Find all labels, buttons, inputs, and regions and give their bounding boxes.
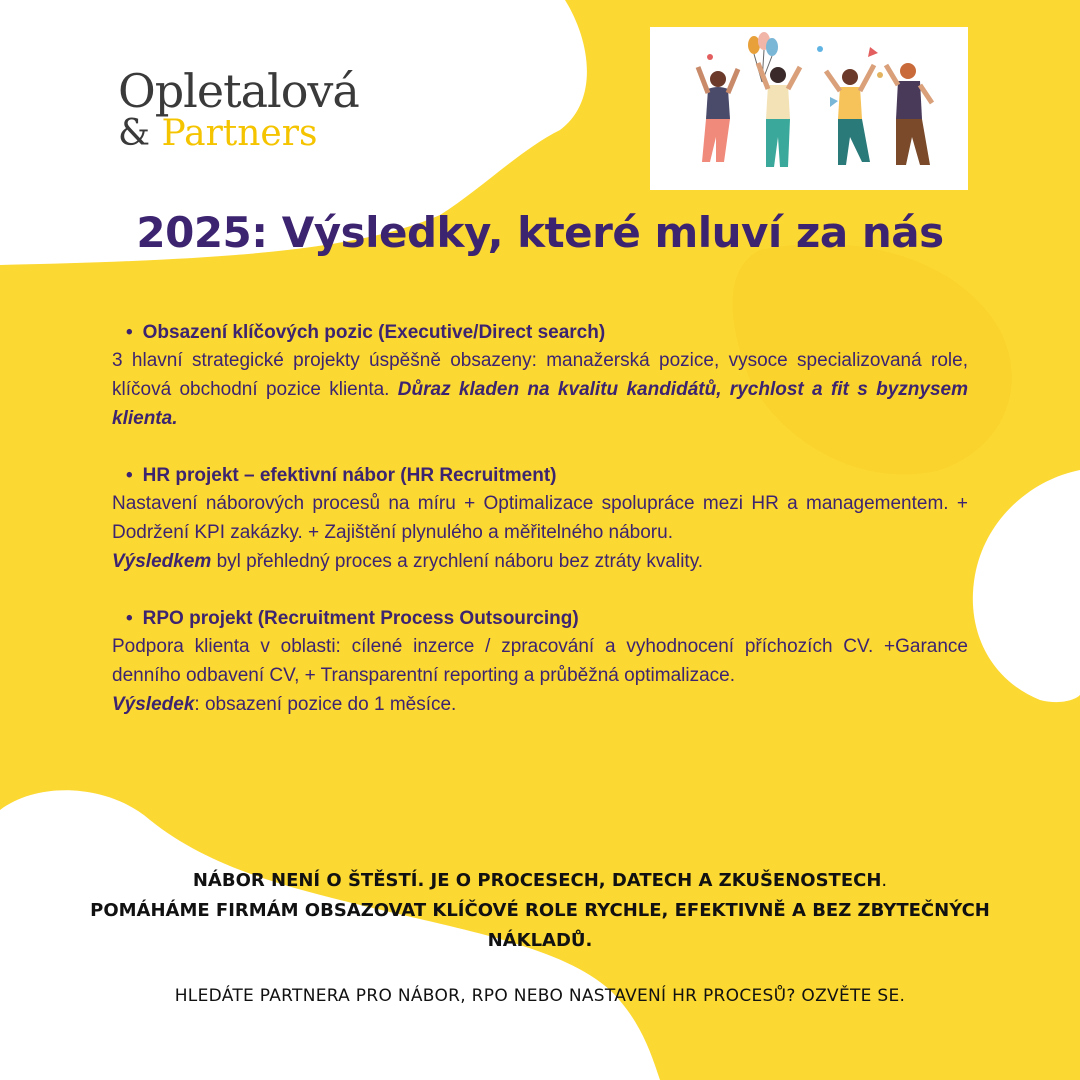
section-heading: • HR projekt – efektivní nábor (HR Recruitment) <box>126 465 557 486</box>
section-heading: • RPO projekt (Recruitment Process Outsourcing) <box>126 608 579 629</box>
section-hr-recruitment <box>112 465 968 576</box>
section-rpo <box>112 608 968 719</box>
logo-line-1: Opletalová <box>118 64 359 118</box>
celebrating-people-illustration <box>650 27 968 190</box>
section-emphasis: Důraz kladen na kvalitu kandidátů, rychlost a fit s byznysem klienta. <box>112 379 968 429</box>
logo-line-2 <box>118 113 359 154</box>
page-title: 2025: Výsledky, které mluví za nás <box>136 208 944 257</box>
section-text: 3 hlavní strategické projekty úspěšně obsazeny: manažerská pozice, vysoce specializovaná role, klíčová obchodní pozice klienta. Důraz kladen na kvalitu kandidátů, rychlost a fit s byznysem klienta. <box>112 350 968 429</box>
section-text: Nastavení náborových procesů na míru + Optimalizace spolupráce mezi HR a managementem. + Dodržení KPI zakázky. + Zajištění plynulého a měřitelného náboru. <box>112 493 968 543</box>
company-logo <box>118 64 359 154</box>
slogan-line-2: POMÁHÁME FIRMÁM OBSAZOVAT KLÍČOVÉ ROLE RYCHLE, EFEKTIVNĚ A BEZ ZBYTEČNÝCH NÁKLADŮ. <box>90 900 990 951</box>
slogan <box>80 866 1000 956</box>
section-text: Podpora klienta v oblasti: cílené inzerce / zpracování a vyhodnocení příchozích CV. +Garance denního odbavení CV, + Transparentní reporting a průběžná optimalizace. <box>112 636 968 686</box>
section-heading: • Obsazení klíčových pozic (Executive/Direct search) <box>126 322 606 343</box>
section-result: Výsledek: obsazení pozice do 1 měsíce. <box>112 694 457 715</box>
logo-partners: Partners <box>161 113 318 154</box>
section-executive-search <box>112 322 968 433</box>
results-content <box>112 322 968 751</box>
section-result: Výsledkem byl přehledný proces a zrychlení náboru bez ztráty kvality. <box>112 551 704 572</box>
call-to-action: HLEDÁTE PARTNERA PRO NÁBOR, RPO NEBO NASTAVENÍ HR PROCESŮ? OZVĚTE SE. <box>174 986 906 1006</box>
slogan-line-1: NÁBOR NENÍ O ŠTĚSTÍ. JE O PROCESECH, DATECH A ZKUŠENOSTECH. <box>192 870 888 891</box>
logo-ampersand: & <box>118 113 151 154</box>
